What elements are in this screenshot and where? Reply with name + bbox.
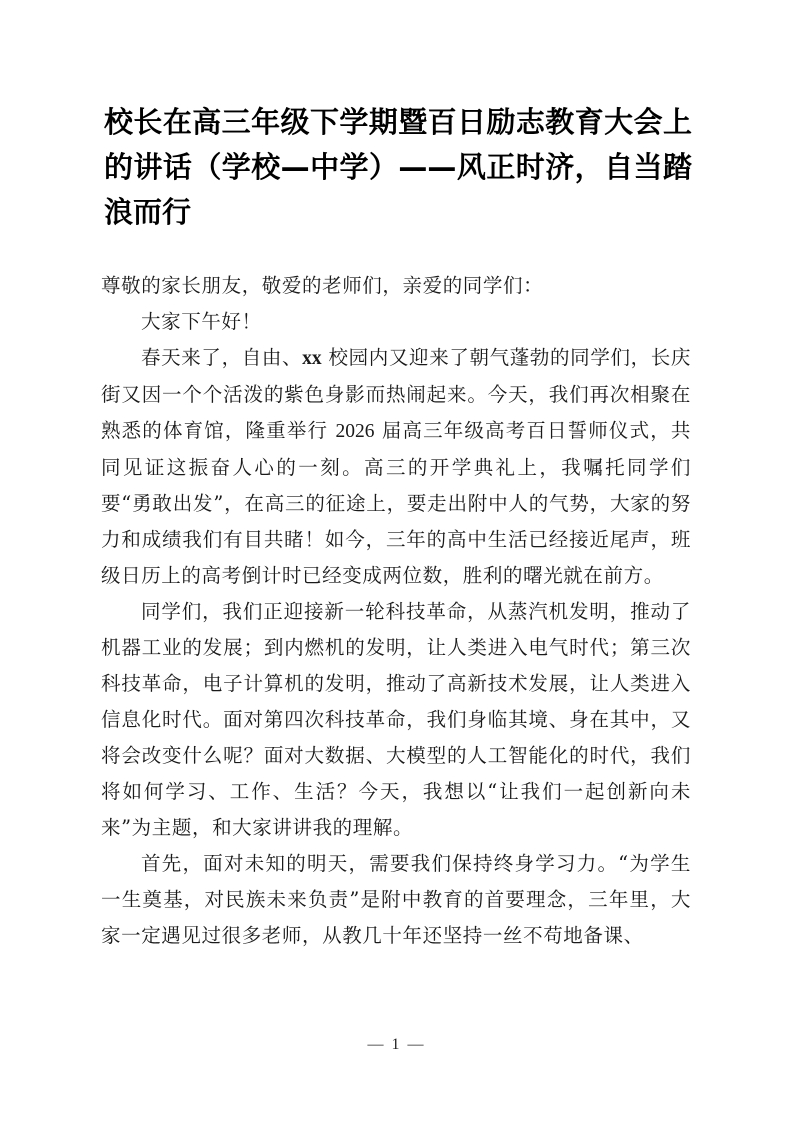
footer-page-number: — 1 — xyxy=(367,1036,426,1053)
paragraph-spring-part2: 校园内又迎来了朝气蓬勃的同学们，长庆街又因一个个活泼的紫色身影而热闹起来。今天，我们再次相聚在熟悉的体育馆，隆重举行 xyxy=(101,346,691,442)
page-title: 校长在高三年级下学期暨百日励志教育大会上的讲话（学校—中学）——风正时济，自当踏浪而行 xyxy=(104,105,692,229)
paragraph-salutation: 尊敬的家长朋友，敬爱的老师们，亲爱的同学们： xyxy=(101,274,544,297)
document-body xyxy=(101,268,691,954)
paragraph-lifelong-learning: 首先，面对未知的明天，需要我们保持终身学习力。“为学生一生奠基，对民族未来负责”是附中教育的首要理念，三年里，大家一定遇见过很多老师，从教几十年还坚持一丝不苟地备课、 xyxy=(101,852,691,947)
paragraph-spring-part3: 届高三年级高考百日誓师仪式，共同见证这振奋人心的一刻。高三的开学典礼上，我嘱托同学们要“勇敢出发”，在高三的征途上，要走出附中人的气势，大家的努力和成绩我们有目共睹！如今，三年的高中生活已经接近尾声，班级日历上的高考倒计时已经变成两位数，胜利的曙光就在前方。 xyxy=(101,419,691,587)
paragraph-spring xyxy=(101,340,691,594)
paragraph-spring-latin-placeholder: xx xyxy=(302,348,322,369)
paragraph-spring-year-number: 2026 xyxy=(335,421,375,442)
paragraph-greeting: 大家下午好！ xyxy=(141,310,262,333)
paragraph-tech-revolution: 同学们，我们正迎接新一轮科技革命，从蒸汽机发明，推动了机器工业的发展；到内燃机的发明，让人类进入电气时代；第三次科技革命，电子计算机的发明，推动了高新技术发展，让人类进入信息化时代。面对第四次科技革命，我们身临其境、身在其中，又将会改变什么呢？面对大数据、大模型的人工智能化的时代，我们将如何学习、工作、生活？今天，我想以“让我们一起创新向未来”为主题，和大家讲讲我的理解。 xyxy=(101,600,691,839)
paragraph-spring-part1: 春天来了，自由、 xyxy=(141,346,303,369)
